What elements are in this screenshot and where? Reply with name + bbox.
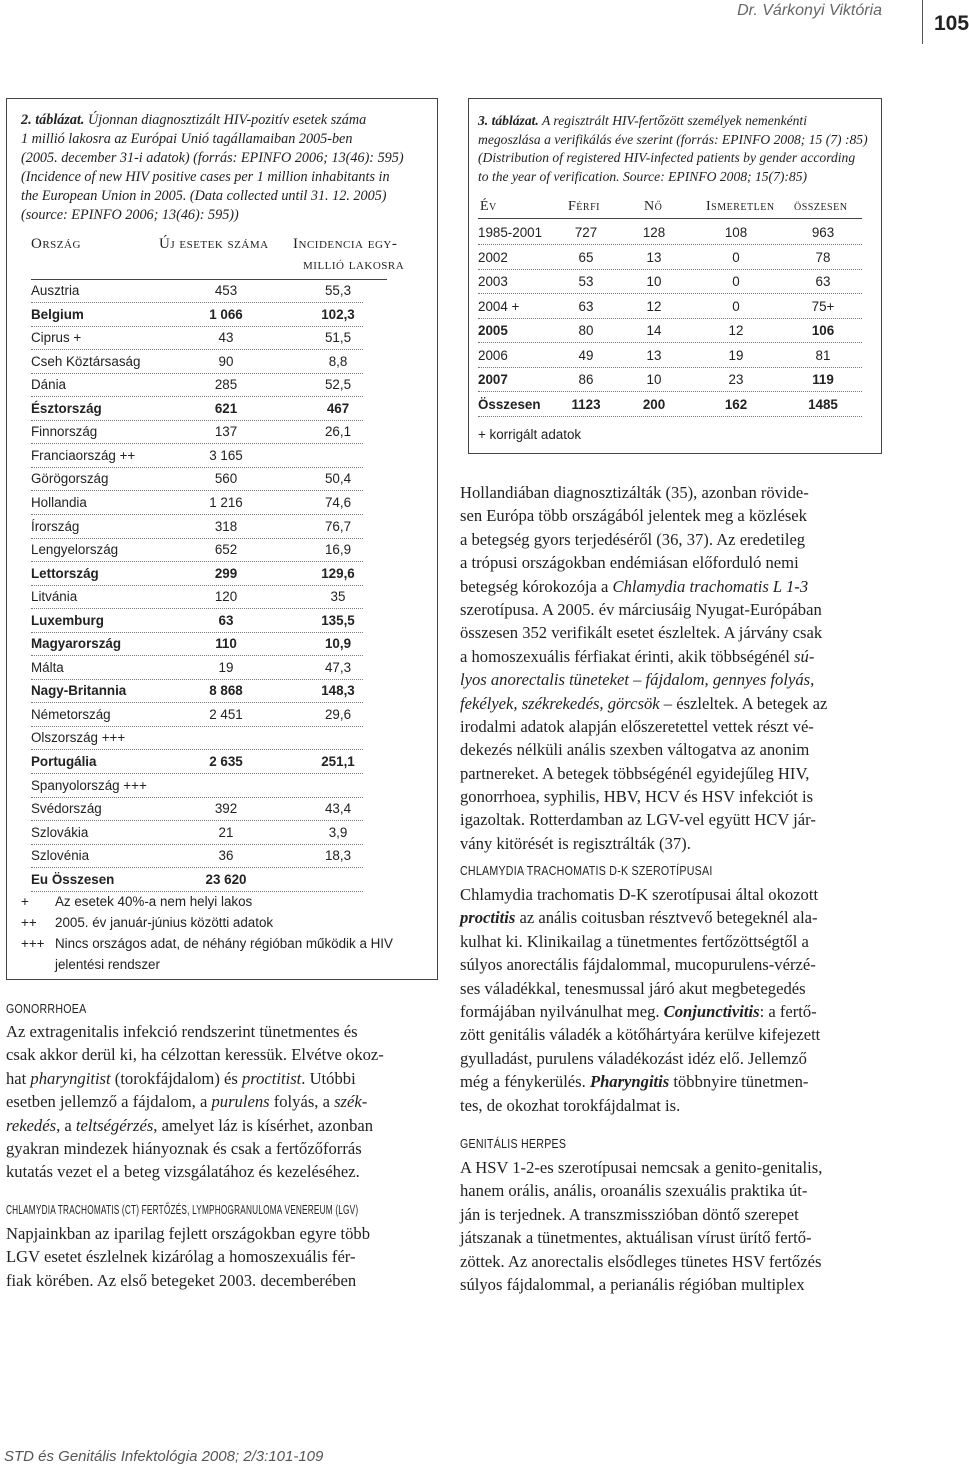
gonorrhoea-text — [6, 1020, 422, 1184]
table-row — [31, 821, 363, 845]
cases-cell: 90 — [218, 353, 234, 369]
text-line: proctitis az anális coitusban résztvevő betegeknél ala- — [460, 908, 818, 928]
cases-cell: 1 216 — [209, 494, 243, 510]
total-cell: 963 — [811, 225, 835, 240]
female-cell: 200 — [642, 396, 666, 412]
cases-cell: 621 — [214, 400, 238, 416]
table-row — [31, 632, 363, 656]
female-cell: 10 — [646, 372, 662, 387]
cases-cell: 392 — [214, 801, 238, 817]
caption-line — [478, 131, 878, 150]
incidence-cell: 50,4 — [324, 471, 352, 487]
note-text: jelentési rendszer — [55, 957, 160, 972]
table-row — [478, 220, 862, 245]
incidence-cell: 102,3 — [321, 306, 355, 322]
text-line: dekezés nélküli anális szexben váltogatva az anonim — [460, 740, 810, 760]
country-cell: Litvánia — [31, 589, 78, 605]
unknown-cell: 0 — [732, 298, 740, 314]
country-cell: Málta — [31, 659, 64, 675]
table-row — [31, 585, 363, 609]
total-cell: 75+ — [811, 298, 835, 314]
text-line: a trópusi országokban endémiásan előforduló nemi — [460, 553, 799, 573]
table-row — [478, 245, 862, 270]
country-cell: Nagy-Britannia — [31, 683, 127, 699]
text-line: Az extragenitalis infekció rendszerint tünetmentes és — [6, 1022, 358, 1041]
female-cell: 10 — [646, 274, 662, 289]
country-cell: Észtország — [31, 400, 102, 416]
text-line: játszanak a tünetmentes, aktuálisan vírust ürítő fertő- — [460, 1228, 812, 1248]
incidence-cell: 251,1 — [321, 754, 355, 769]
country-cell: Ausztria — [31, 283, 80, 298]
cases-cell: 19 — [218, 659, 234, 675]
table3-header-female: Nő — [644, 199, 663, 214]
incidence-cell: 3,9 — [328, 824, 348, 840]
text-line: zöttek. Az anorectalis elsődleges tünetes HSV fertőzés — [460, 1251, 822, 1271]
text-line: tes, de okozhat torokfájdalmat is. — [460, 1095, 681, 1115]
caption-line — [21, 149, 431, 168]
country-cell: Ciprus + — [31, 330, 82, 346]
caption-text: (Distribution of registered HIV-infected patients by gender according — [478, 150, 856, 165]
caption-line — [21, 187, 431, 206]
caption-line — [478, 149, 878, 168]
year-cell: 2003 — [478, 274, 508, 289]
lgv-text — [6, 1222, 422, 1292]
text-line: kutatás vezet el a beteg vizsgálatához és kezeléséhez. — [6, 1162, 360, 1182]
caption-line — [21, 206, 431, 225]
country-cell: Hollandia — [31, 494, 87, 510]
caption-text: the European Union in 2005. (Data collected until 31. 12. 2005) — [21, 188, 387, 204]
year-cell: 1985-2001 — [478, 225, 543, 240]
caption-text: (source: EPINFO 2006; 13(46): 595)) — [21, 207, 239, 223]
table-row — [31, 679, 363, 703]
unknown-cell: 23 — [728, 372, 744, 387]
country-cell: Németország — [31, 706, 111, 722]
text-line: gyakran mindezek hiányoznak és csak a fertőzőforrás — [6, 1138, 362, 1158]
table-row — [31, 844, 363, 868]
herpes-heading: GENITÁLIS HERPES — [460, 1137, 567, 1151]
text-line: rekedés, a teltségérzés, amelyet láz is kísérhet, azonban — [6, 1115, 374, 1135]
table-row — [31, 279, 363, 303]
text-line: szerotípusa. A 2005. év márciusáig Nyugat-Európában — [460, 599, 822, 619]
text-line: Napjainkban az iparilag fejlett országokban egyre több — [6, 1224, 370, 1243]
note-symbol: +++ — [21, 936, 45, 951]
table-row — [478, 318, 862, 343]
table3-header-total: összesen — [794, 199, 848, 214]
incidence-cell: 74,6 — [324, 494, 352, 510]
table-row — [31, 868, 363, 892]
note-text: 2005. év január-június közötti adatok — [55, 915, 274, 930]
text-line: fiak körében. Az első betegeket 2003. decemberében — [6, 1270, 357, 1290]
herpes-text — [460, 1156, 882, 1296]
country-cell: Dánia — [31, 377, 66, 393]
table3-caption — [478, 112, 878, 186]
table3-header-row — [478, 196, 862, 219]
text-line: a betegség gyors terjedéséről (36, 37). Az eredetileg — [460, 529, 806, 549]
country-cell: Írország — [31, 518, 80, 534]
incidence-cell: 26,1 — [324, 424, 352, 440]
table-row — [31, 774, 363, 798]
table-row — [31, 397, 363, 421]
ct-dk-text — [460, 883, 882, 1117]
text-line: formájában nyilvánulhat meg. Conjunctivitis: a fertő- — [460, 1001, 817, 1021]
table-row — [31, 609, 363, 633]
text-line: sen Európa több országából jelentek meg a közlések — [460, 506, 807, 526]
table-row — [31, 656, 363, 680]
country-cell: Olszország +++ — [31, 730, 126, 746]
year-cell: 2007 — [478, 372, 508, 387]
female-cell: 13 — [646, 347, 662, 363]
country-cell: Svédország — [31, 801, 102, 817]
cases-cell: 2 451 — [209, 706, 243, 722]
male-cell: 86 — [578, 372, 594, 387]
text-line: esetben jellemző a fájdalom, a purulens folyás, a szék- — [6, 1092, 368, 1112]
cases-cell: 453 — [214, 283, 238, 298]
note-symbol: + — [21, 894, 29, 909]
unknown-cell: 12 — [728, 323, 744, 338]
table-row — [31, 703, 363, 727]
text-line: LGV esetet észlelnek kizárólag a homoszexuális fér- — [6, 1247, 356, 1267]
table2-box — [6, 98, 438, 980]
lgv-heading: CHLAMYDIA TRACHOMATIS (CT) FERTŐZÉS, LYMPHOGRANULOMA VENEREUM (LGV) — [6, 1203, 359, 1217]
table-row — [31, 467, 363, 491]
male-cell: 80 — [578, 323, 594, 338]
caption-line — [478, 112, 878, 131]
note-text: Az esetek 40%-a nem helyi lakos — [55, 894, 253, 909]
text-line: gyulladást, purulens váladékozást idéz elő. Jellemző — [460, 1048, 807, 1068]
incidence-cell: 16,9 — [324, 542, 352, 558]
incidence-cell: 29,6 — [324, 706, 352, 722]
total-cell: 81 — [815, 347, 831, 363]
caption-line — [21, 130, 431, 149]
caption-text: megoszlása a verifikálás éve szerint (forrás: EPINFO 2008; 15 (7) :85) — [478, 131, 868, 147]
cases-cell: 318 — [214, 518, 238, 534]
cases-cell: 137 — [214, 424, 238, 440]
cases-cell: 299 — [214, 565, 238, 581]
incidence-cell: 129,6 — [321, 565, 355, 581]
year-cell: 2005 — [478, 323, 508, 338]
country-cell: Szlovákia — [31, 824, 89, 840]
caption-label: 2. táblázat. — [21, 112, 85, 128]
table-row — [478, 269, 862, 294]
male-cell: 63 — [578, 298, 594, 314]
incidence-cell: 43,4 — [324, 801, 352, 817]
table-row — [31, 326, 363, 350]
text-line: összesen 352 verifikált esetet észleltek. A járvány csak — [460, 623, 823, 643]
female-cell: 13 — [646, 249, 662, 265]
text-line: irodalmi adatok alapján előszeretettel vettek részt vé- — [460, 716, 814, 736]
text-line: A HSV 1-2-es szerotípusai nemcsak a genito-genitalis, — [460, 1158, 823, 1177]
unknown-cell: 162 — [724, 396, 748, 412]
text-line: Chlamydia trachomatis D-K szerotípusai által okozott — [460, 885, 819, 904]
table2-header-country: Ország — [31, 236, 81, 252]
table3-header-year: Év — [480, 199, 497, 214]
male-cell: 1123 — [571, 396, 601, 412]
header-divider — [922, 0, 923, 44]
table-row — [31, 373, 363, 397]
total-cell: 78 — [815, 249, 831, 265]
country-cell: Belgium — [31, 306, 84, 322]
unknown-cell: 0 — [732, 249, 740, 265]
table2-header-incidence-2: millió lakosra — [303, 257, 405, 273]
cases-cell: 63 — [218, 612, 234, 628]
table2-header-incidence-1: Incidencia egy- — [293, 236, 398, 252]
cases-cell: 43 — [218, 330, 234, 346]
country-cell: Spanyolország +++ — [31, 777, 147, 793]
table-row — [31, 491, 363, 515]
cases-cell: 2 635 — [209, 754, 243, 769]
total-cell: 63 — [815, 274, 831, 289]
cases-cell: 21 — [218, 824, 234, 840]
table-row — [31, 350, 363, 374]
incidence-cell: 8,8 — [328, 353, 348, 369]
cases-cell: 3 165 — [209, 447, 243, 463]
text-line: súlyos fájdalommal, a perianális régióban multiplex — [460, 1274, 805, 1294]
table-row — [478, 392, 862, 417]
cases-cell: 1 066 — [209, 306, 243, 322]
text-line: betegség kórokozója a Chlamydia trachomatis L 1-3 — [460, 576, 809, 596]
text-line: partnereket. A betegek többségénél egyidejűleg HIV, — [460, 763, 810, 783]
country-cell: Eu Összesen — [31, 871, 115, 887]
incidence-cell: 467 — [326, 400, 350, 416]
text-line: vány kitörését is regisztrálták (37). — [460, 833, 691, 853]
note-symbol: ++ — [21, 915, 37, 930]
male-cell: 727 — [574, 225, 598, 240]
text-line: még a fénykerülés. Pharyngitis többnyire tünetmen- — [460, 1072, 809, 1092]
text-line: hanem orális, anális, oroanális szexuális praktika út- — [460, 1181, 808, 1201]
text-line: igazoltak. Rotterdamban az LGV-vel együtt HCV jár- — [460, 810, 816, 830]
total-cell: 1485 — [808, 396, 838, 412]
caption-text: A regisztrált HIV-fertőzött személyek nemenkénti — [538, 113, 807, 128]
journal-footer: STD és Genitális Infektológia 2008; 2/3:101-109 — [4, 1448, 324, 1465]
ct-dk-heading: CHLAMYDIA TRACHOMATIS D-K SZEROTÍPUSAI — [460, 864, 713, 878]
country-cell: Finnország — [31, 424, 98, 440]
cases-cell: 36 — [218, 848, 234, 864]
year-cell: Összesen — [478, 396, 541, 412]
caption-text: (Incidence of new HIV positive cases per 1 million inhabitants in — [21, 169, 390, 185]
text-line: ses váladékkal, tenesmussal járó akut megbetegedés — [460, 978, 806, 998]
caption-text: (2005. december 31-i adatok) (forrás: EPINFO 2006; 13(46): 595) — [21, 150, 404, 166]
country-cell: Lettország — [31, 565, 99, 581]
text-line: súlyos anorectális fájdalommal, mucopurulens-vérzé- — [460, 955, 816, 975]
text-line: kulhat ki. Klinikailag a tünetmentes fertőzöttségtől a — [460, 931, 809, 951]
cases-cell: 652 — [214, 542, 238, 558]
table3-header-male: Férfi — [568, 199, 600, 214]
hollandia-text — [460, 481, 882, 855]
cases-cell: 110 — [215, 636, 237, 652]
table-row — [478, 343, 862, 368]
table-row — [31, 444, 363, 468]
incidence-cell: 55,3 — [324, 283, 352, 298]
text-line: csak akkor derül ki, ha célzottan keressük. Elvétve okoz- — [6, 1045, 384, 1065]
country-cell: Cseh Köztársaság — [31, 353, 141, 369]
text-line: hat pharyngitist (torokfájdalom) és proctitist. Utóbbi — [6, 1068, 356, 1088]
year-cell: 2006 — [478, 347, 508, 363]
table-row — [31, 515, 363, 539]
table-row — [31, 797, 363, 821]
total-cell: 119 — [812, 372, 834, 387]
text-line: ján is terjednek. A transzmisszióban döntő szerepet — [460, 1204, 799, 1224]
text-line: lyos anorectalis tüneteket – fájdalom, gennyes folyás, — [460, 670, 815, 690]
text-line: gonorrhoea, syphilis, HBV, HCV és HSV infekciót is — [460, 787, 814, 807]
table2-notes — [21, 891, 421, 975]
male-cell: 49 — [578, 347, 594, 363]
table-row — [478, 294, 862, 319]
male-cell: 53 — [578, 274, 594, 289]
incidence-cell: 35 — [330, 589, 346, 605]
table-row — [31, 303, 363, 327]
table-row — [478, 367, 862, 392]
table3-note: + korrigált adatok — [478, 427, 582, 442]
incidence-cell: 51,5 — [324, 330, 352, 346]
text-line: fekélyek, székrekedés, görcsök – észleltek. A betegek az — [460, 693, 828, 713]
text-line: a homoszexuális férfiakat érinti, akik többségénél sú- — [460, 646, 815, 666]
incidence-cell: 148,3 — [321, 683, 355, 699]
table-row — [31, 750, 363, 774]
table-row — [31, 420, 363, 444]
caption-text: 1 millió lakosra az Európai Unió tagállamaiban 2005-ben — [21, 131, 353, 147]
country-cell: Franciaország ++ — [31, 447, 136, 463]
caption-label: 3. táblázat. — [478, 113, 539, 128]
incidence-cell: 18,3 — [324, 848, 352, 864]
header-author: Dr. Várkonyi Viktória — [737, 2, 882, 19]
caption-line — [21, 168, 431, 187]
unknown-cell: 108 — [724, 225, 748, 240]
text-line: zött genitális váladék a kötőhártyára kerülve kifejezett — [460, 1025, 821, 1045]
female-cell: 14 — [646, 323, 662, 338]
country-cell: Portugália — [31, 754, 97, 769]
country-cell: Görögország — [31, 471, 109, 487]
year-cell: 2002 — [478, 249, 508, 265]
cases-cell: 285 — [214, 377, 238, 393]
male-cell: 65 — [578, 249, 594, 265]
unknown-cell: 0 — [732, 274, 740, 289]
incidence-cell: 10,9 — [324, 636, 352, 652]
incidence-cell: 52,5 — [324, 377, 352, 393]
cases-cell: 8 868 — [209, 683, 243, 699]
incidence-cell: 135,5 — [321, 612, 355, 628]
page-number: 105 — [934, 12, 969, 35]
note-text: Nincs országos adat, de néhány régióban működik a HIV — [55, 936, 393, 951]
country-cell: Szlovénia — [31, 848, 90, 864]
country-cell: Luxemburg — [31, 612, 104, 628]
female-cell: 128 — [642, 225, 666, 240]
table2-header-cases: Új esetek száma — [159, 236, 269, 252]
caption-line — [478, 168, 878, 187]
country-cell: Lengyelország — [31, 542, 119, 558]
female-cell: 12 — [646, 298, 662, 314]
table2-caption — [21, 111, 431, 225]
total-cell: 106 — [811, 323, 835, 338]
cases-cell: 120 — [214, 589, 238, 605]
gonorrhoea-heading: GONORRHOEA — [6, 1002, 87, 1016]
caption-text: Újonnan diagnosztizált HIV-pozitív esetek száma — [84, 112, 367, 128]
cases-cell: 23 620 — [205, 871, 247, 887]
incidence-cell: 76,7 — [324, 518, 352, 534]
table-row — [31, 538, 363, 562]
caption-text: to the year of verification. Source: EPINFO 2008; 15(7):85) — [478, 168, 808, 184]
cases-cell: 560 — [214, 471, 238, 487]
unknown-cell: 19 — [728, 347, 744, 363]
table3-header-unknown: Ismeretlen — [706, 199, 775, 214]
table-row — [31, 726, 363, 750]
caption-line — [21, 111, 431, 130]
table-row — [31, 562, 363, 586]
year-cell: 2004 + — [478, 298, 520, 314]
country-cell: Magyarország — [31, 636, 122, 652]
incidence-cell: 47,3 — [324, 659, 352, 675]
text-line: Hollandiában diagnosztizálták (35), azonban rövide- — [460, 483, 809, 502]
